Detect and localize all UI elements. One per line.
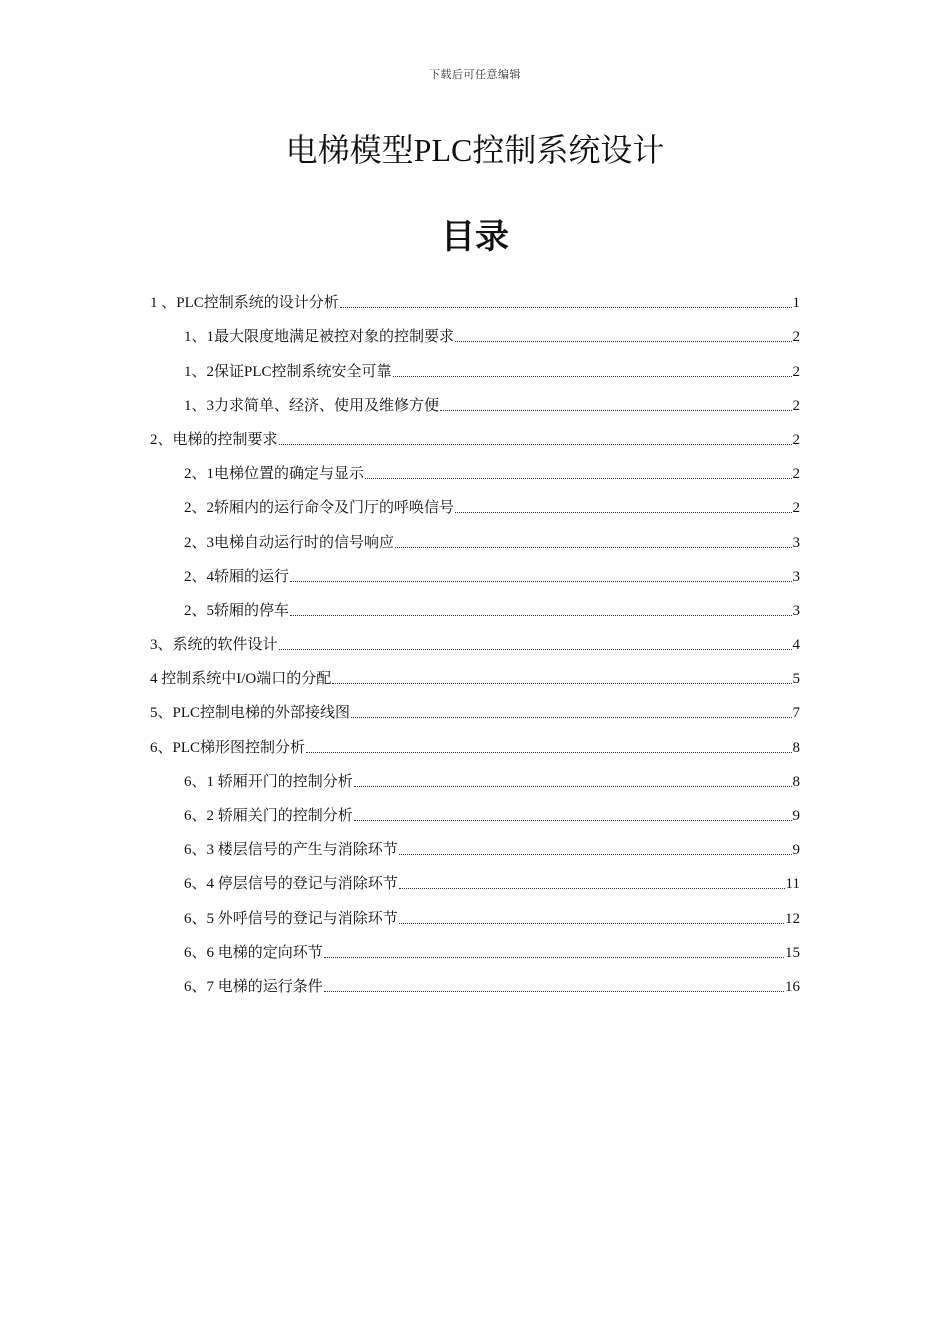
toc-dot-leader (399, 922, 784, 924)
toc-dot-leader (279, 443, 792, 445)
toc-entry-page-number: 2 (792, 431, 800, 448)
toc-entry-page-number: 15 (785, 944, 800, 961)
toc-entry-label: 3、系统的软件设计 (150, 637, 278, 654)
toc-dot-leader (351, 716, 791, 718)
toc-entry-page-number: 16 (785, 978, 800, 995)
toc-entry-page-number: 9 (792, 808, 800, 824)
toc-entry[interactable] (150, 689, 800, 723)
toc-dot-leader (455, 511, 791, 513)
toc-entry-page-number: 1 (792, 295, 800, 312)
toc-entry[interactable] (150, 860, 800, 894)
toc-dot-leader (395, 546, 791, 548)
toc-entry[interactable] (150, 450, 800, 484)
toc-dot-leader (306, 751, 791, 753)
toc-entry[interactable] (150, 792, 800, 826)
toc-entry-page-number: 5 (792, 671, 800, 688)
toc-entry[interactable] (150, 347, 800, 381)
toc-entry-label: 2、5轿厢的停车 (184, 602, 290, 619)
toc-entry[interactable] (150, 929, 800, 963)
toc-entry[interactable] (150, 416, 800, 450)
toc-entry-page-number: 9 (792, 842, 800, 859)
toc-entry-page-number: 12 (785, 910, 800, 927)
toc-entry-page-number: 2 (792, 466, 800, 483)
toc-entry-page-number: 2 (792, 329, 800, 346)
toc-entry-label: 1、1最大限度地满足被控对象的控制要求 (184, 329, 455, 346)
toc-entry-label: 6、PLC梯形图控制分析 (150, 739, 306, 756)
toc-entry-label: 4 控制系统中I/O端口的分配 (150, 671, 332, 688)
toc-dot-leader (399, 853, 792, 855)
toc-entry[interactable] (150, 553, 800, 587)
toc-entry-label: 6、4 停层信号的登记与消除环节 (184, 876, 398, 893)
toc-entry[interactable] (150, 655, 800, 689)
toc-entry-label: 2、2轿厢内的运行命令及门厅的呼唤信号 (184, 500, 455, 517)
toc-entry-page-number: 2 (792, 397, 800, 414)
toc-entry-label: 6、1 轿厢开门的控制分析 (184, 773, 353, 790)
toc-entry-page-number: 3 (792, 568, 800, 585)
toc-entry-label: 2、电梯的控制要求 (150, 431, 278, 448)
toc-entry-label: 5、PLC控制电梯的外部接线图 (150, 705, 351, 722)
table-of-contents (150, 279, 800, 997)
toc-entry[interactable] (150, 826, 800, 860)
header-note: 下载后可任意编辑 (429, 69, 521, 81)
toc-dot-leader (324, 956, 784, 958)
toc-entry-page-number: 3 (792, 534, 800, 551)
toc-dot-leader (354, 785, 792, 787)
toc-dot-leader (279, 648, 792, 650)
toc-dot-leader (332, 682, 791, 684)
toc-entry-label: 1 、PLC控制系统的设计分析 (150, 295, 339, 312)
toc-entry-label: 2、4轿厢的运行 (184, 568, 290, 585)
toc-dot-leader (399, 887, 785, 889)
toc-entry-label: 6、5 外呼信号的登记与消除环节 (184, 910, 398, 927)
toc-entry[interactable] (150, 894, 800, 928)
toc-entry-label: 6、2 轿厢关门的控制分析 (184, 808, 353, 824)
toc-entry[interactable] (150, 313, 800, 347)
toc-entry-page-number: 2 (792, 363, 800, 380)
toc-dot-leader (440, 409, 791, 411)
toc-dot-leader (290, 614, 791, 616)
toc-entry-label: 1、3力求简单、经济、使用及维修方便 (184, 397, 440, 414)
toc-entry[interactable] (150, 587, 800, 621)
toc-entry[interactable] (150, 963, 800, 997)
toc-entry-label: 6、6 电梯的定向环节 (184, 944, 323, 961)
toc-entry-label: 6、7 电梯的运行条件 (184, 978, 323, 995)
toc-entry-page-number: 8 (792, 739, 800, 756)
toc-dot-leader (393, 375, 792, 377)
toc-entry-label: 1、2保证PLC控制系统安全可靠 (184, 363, 392, 380)
toc-dot-leader (290, 580, 791, 582)
toc-heading: 目录 (441, 217, 509, 257)
toc-entry[interactable] (150, 279, 800, 313)
toc-entry-page-number: 3 (792, 602, 800, 619)
toc-entry[interactable] (150, 758, 800, 792)
toc-dot-leader (365, 477, 791, 479)
toc-dot-leader (324, 990, 784, 992)
toc-entry-page-number: 2 (792, 500, 800, 517)
toc-entry-label: 6、3 楼层信号的产生与消除环节 (184, 842, 398, 859)
toc-dot-leader (340, 306, 792, 308)
toc-entry-page-number: 11 (785, 876, 800, 893)
toc-entry-label: 2、3电梯自动运行时的信号响应 (184, 534, 395, 551)
toc-entry-page-number: 8 (792, 773, 800, 790)
toc-entry[interactable] (150, 484, 800, 518)
toc-dot-leader (455, 340, 791, 342)
toc-entry-page-number: 7 (792, 705, 800, 722)
toc-entry[interactable] (150, 382, 800, 416)
toc-entry[interactable] (150, 723, 800, 757)
toc-entry-page-number: 4 (792, 637, 800, 654)
toc-dot-leader (354, 819, 792, 821)
toc-entry[interactable] (150, 518, 800, 552)
toc-entry-label: 2、1电梯位置的确定与显示 (184, 466, 365, 483)
document-title: 电梯模型PLC控制系统设计 (285, 132, 665, 168)
toc-entry[interactable] (150, 621, 800, 655)
